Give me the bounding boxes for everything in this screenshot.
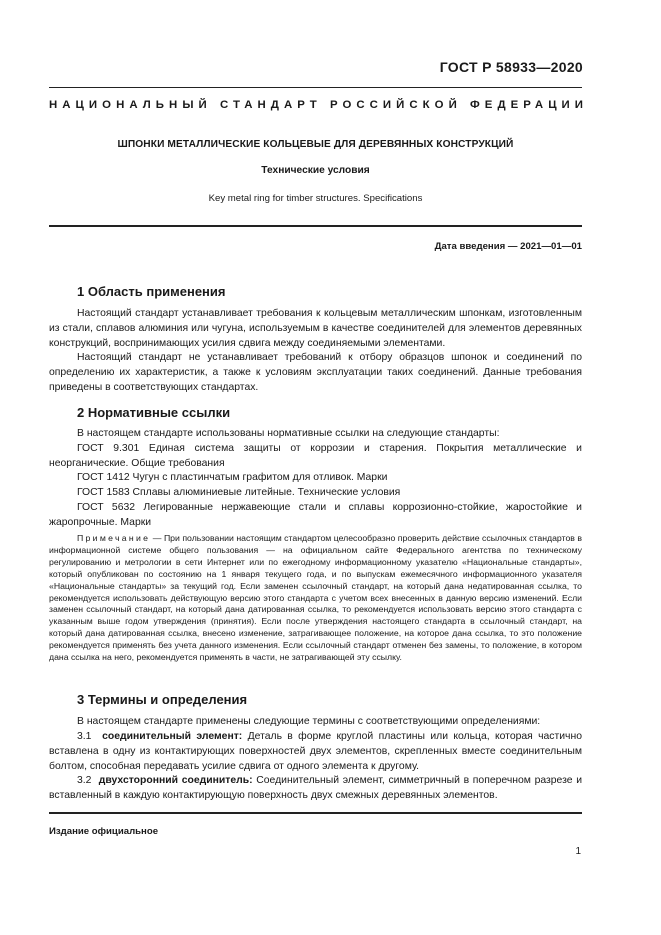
reference-item: ГОСТ 1583 Сплавы алюминиевые литейные. Технические условия (77, 487, 401, 498)
section-3-intro: В настоящем стандарте применены следующие термины с соответствующими определениями: (77, 716, 541, 727)
national-standard-title: НАЦИОНАЛЬНЫЙ СТАНДАРТ РОССИЙСКОЙ ФЕДЕРАЦИИ (49, 99, 589, 111)
document-subtitle: Технические условия (261, 165, 370, 176)
reference-item: ГОСТ 1412 Чугун с пластинчатым графитом для отливок. Марки (77, 472, 388, 483)
edition-label: Издание официальное (49, 826, 159, 837)
section-2-heading: 2 Нормативные ссылки (77, 405, 231, 420)
section-3-heading: 3 Термины и определения (77, 692, 248, 707)
section-2-intro: В настоящем стандарте использованы нормативные ссылки на следующие стандарты: (77, 428, 500, 439)
page-number: 1 (575, 846, 581, 857)
introduction-date: Дата введения — 2021—01—01 (434, 241, 582, 252)
term-name: соединительный элемент: (102, 731, 243, 742)
reference-item: ГОСТ 9.301 Единая система защиты от коррозии и старения. Покрытия металлические и неорганические. Общие требования (49, 443, 582, 469)
references-note: Примечание — При пользовании настоящим стандартом целесообразно проверить действие ссылочных стандартов в информационной системе общего пользования — на официальном сайте Федерального агентства по техническому регулированию и метрологии в сети Интернет или по ежегодному информационному указателю «Национальные стандарты», который опубликован по состоянию на 1 января текущего года, и по выпускам ежемесячного информационного указателя «Национальные стандарты» за текущий год. Если заменен ссылочный стандарт, на который дана недатированная ссылка, то рекомендуется использовать действующую версию этого стандарта с учетом всех внесенных в данную версию изменений. Если заменен ссылочный стандарт, на который дана датированная ссылка, то рекомендуется использовать версию этого стандарта с указанным выше годом утверждения (принятия). Если после утверждения настоящего стандарта в ссылочный стандарт, на который дана датированная ссылка, внесено изменение, затрагивающее положение, на которое дана ссылка, то это положение рекомендуется применять без учета данного изменения. Если ссылочный стандарт отменен без замены, то положение, в котором дана ссылка на него, рекомендуется применять в части, не затрагивающей эту ссылку. (49, 533, 582, 663)
reference-item: ГОСТ 5632 Легированные нержавеющие стали и сплавы коррозионно-стойкие, жаростойкие и жаропрочные. Марки (49, 502, 582, 528)
title-rule (49, 225, 582, 227)
term-name: двухсторонний соединитель: (98, 775, 253, 786)
note-label: Примечание (77, 533, 151, 543)
document-title-english: Key metal ring for timber structures. Specifications (208, 193, 423, 204)
term-3-1: 3.1 соединительный элемент: Деталь в форме круглой пластины или кольца, которая частично вставлена в одну из контактирующих поверхностей двух элементов, скрепленных вместе соединительным болтом, способная передавать усилие сдвига от одного элемента к другому. (49, 731, 582, 772)
top-rule (49, 87, 582, 88)
section-1-heading: 1 Область применения (77, 284, 226, 299)
document-title: ШПОНКИ МЕТАЛЛИЧЕСКИЕ КОЛЬЦЕВЫЕ ДЛЯ ДЕРЕВЯННЫХ КОНСТРУКЦИЙ (117, 139, 514, 150)
standard-number: ГОСТ Р 58933—2020 (439, 59, 583, 75)
footer-rule (49, 812, 582, 814)
section-1-paragraph-1: Настоящий стандарт устанавливает требования к кольцевым металлическим шпонкам, изготовленным из стали, сплавов алюминия или чугуна, используемым в качестве соединителей для элементов деревянных конструкций, воспринимающих усилия сдвига между соединяемыми элементами. (49, 308, 582, 349)
section-1-paragraph-2: Настоящий стандарт не устанавливает требований к отбору образцов шпонок и соединений по определению их характеристик, а также к условиям эксплуатации таких соединений. Данные требования приведены в соответствующих стандартах. (49, 352, 582, 393)
term-3-2: 3.2 двухсторонний соединитель: Соединительный элемент, симметричный в поперечном разрезе и вставленный в каждую контактирующую поверхность двух смежных деревянных элементов. (49, 775, 583, 801)
